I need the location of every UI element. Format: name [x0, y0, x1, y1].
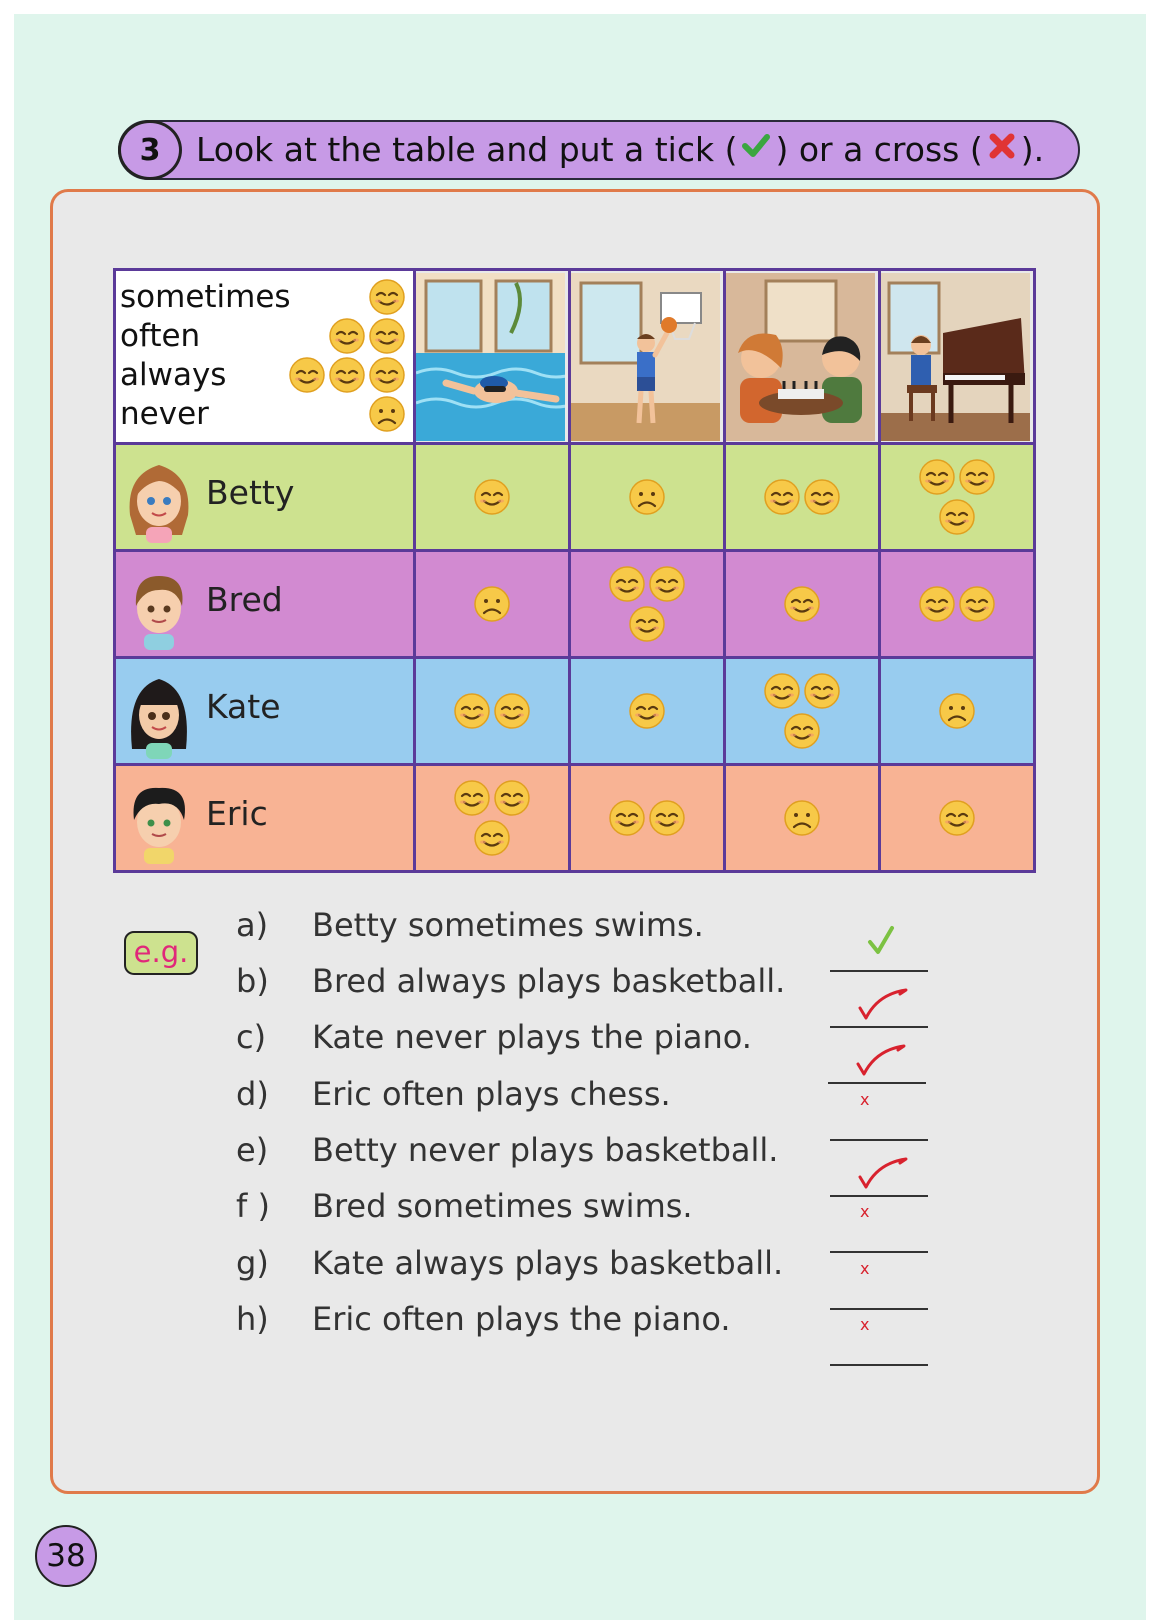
frequency-cell	[415, 765, 570, 872]
smiley-face-icon	[647, 564, 687, 604]
answer-blank-f[interactable]	[830, 1193, 928, 1253]
smiley-face-icon	[607, 564, 647, 604]
question-b: b) Bred always plays basketball.	[236, 962, 786, 1000]
person-name: Betty	[206, 473, 295, 512]
person-cell	[115, 444, 415, 551]
frequency-cell	[570, 765, 725, 872]
smiley-face-icon	[367, 316, 407, 356]
person-name: Kate	[206, 687, 281, 726]
question-a: a) Betty sometimes swims.	[236, 906, 704, 944]
cross-mark-text: x	[860, 1090, 870, 1109]
smiley-face-icon	[782, 711, 822, 751]
question-h: h) Eric often plays the piano.	[236, 1300, 731, 1338]
piano-picture	[880, 270, 1035, 444]
frequency-cell	[415, 551, 570, 658]
question-e: e) Betty never plays basketball.	[236, 1131, 779, 1169]
smiley-face-icon	[607, 798, 647, 838]
smiley-face-icon	[472, 477, 512, 517]
handwritten-cross-icon	[830, 1081, 928, 1139]
frequency-cell	[880, 444, 1035, 551]
answer-blank-g[interactable]	[830, 1250, 928, 1310]
frequency-faces	[602, 564, 692, 644]
frequency-faces	[447, 691, 537, 731]
basketball-picture	[570, 270, 725, 444]
smiley-face-icon	[937, 798, 977, 838]
handwritten-cross-icon	[830, 1250, 928, 1308]
smiley-face-icon	[802, 477, 842, 517]
smiley-face-icon	[917, 584, 957, 624]
cross-mark-text: x	[860, 1259, 870, 1278]
frequency-cell	[725, 551, 880, 658]
frequency-faces	[602, 691, 692, 731]
smiley-face-icon	[452, 691, 492, 731]
sad-face-icon	[937, 691, 977, 731]
frequency-faces	[757, 671, 847, 751]
sad-face-icon	[472, 584, 512, 624]
smiley-face-icon	[937, 497, 977, 537]
tick-icon	[741, 130, 771, 169]
frequency-cell	[415, 658, 570, 765]
smiley-face-icon	[327, 355, 367, 395]
smiley-face-icon	[762, 477, 802, 517]
table-row	[115, 444, 1035, 551]
frequency-faces	[912, 798, 1002, 838]
page-number: 38	[35, 1525, 97, 1587]
kate-avatar	[124, 669, 194, 761]
table-row	[115, 765, 1035, 872]
cross-mark-text: x	[860, 1315, 870, 1334]
frequency-cell	[415, 444, 570, 551]
person-name: Bred	[206, 580, 283, 619]
table-row	[115, 658, 1035, 765]
smiley-face-icon	[492, 778, 532, 818]
smiley-face-icon	[367, 355, 407, 395]
frequency-faces	[757, 584, 847, 624]
frequency-cell	[880, 658, 1035, 765]
swimming-picture	[415, 270, 570, 444]
answer-blank-e[interactable]	[830, 1137, 928, 1197]
example-tag: e.g.	[124, 931, 198, 975]
frequency-faces	[447, 477, 537, 517]
frequency-faces	[757, 477, 847, 517]
frequency-cell	[880, 551, 1035, 658]
frequency-faces	[447, 584, 537, 624]
cross-mark-text: x	[860, 1202, 870, 1221]
smiley-face-icon	[287, 355, 327, 395]
handwritten-tick-icon	[830, 968, 928, 1026]
smiley-face-icon	[627, 604, 667, 644]
smiley-face-icon	[367, 277, 407, 317]
handwritten-cross-icon	[830, 1306, 928, 1364]
smiley-face-icon	[957, 584, 997, 624]
betty-avatar	[124, 455, 194, 543]
frequency-cell	[725, 444, 880, 551]
frequency-faces	[912, 457, 1002, 537]
question-c: c) Kate never plays the piano.	[236, 1018, 752, 1056]
person-cell	[115, 551, 415, 658]
sad-face-icon	[627, 477, 667, 517]
answer-blank-a[interactable]	[830, 912, 928, 972]
smiley-face-icon	[647, 798, 687, 838]
frequency-cell	[725, 765, 880, 872]
eric-avatar	[124, 776, 194, 864]
person-cell	[115, 765, 415, 872]
frequency-cell	[570, 444, 725, 551]
answer-blank-b[interactable]	[830, 968, 928, 1028]
smiley-face-icon	[917, 457, 957, 497]
person-name: Eric	[206, 794, 268, 833]
smiley-face-icon	[762, 671, 802, 711]
table-row	[115, 551, 1035, 658]
smiley-face-icon	[802, 671, 842, 711]
frequency-faces	[912, 691, 1002, 731]
question-d: d) Eric often plays chess.	[236, 1075, 671, 1113]
sad-face-icon	[367, 394, 407, 434]
legend-row: sometimes	[120, 277, 407, 317]
frequency-legend	[115, 270, 415, 444]
handwritten-tick-icon	[828, 1024, 926, 1082]
exercise-number: 3	[118, 120, 182, 180]
smiley-face-icon	[452, 778, 492, 818]
person-cell	[115, 658, 415, 765]
exercise-instruction: Look at the table and put a tick ( ) or a cross ( ).	[196, 130, 1045, 169]
frequency-cell	[570, 658, 725, 765]
chess-picture	[725, 270, 880, 444]
handwritten-cross-icon	[830, 1193, 928, 1251]
frequency-faces	[602, 798, 692, 838]
smiley-face-icon	[782, 584, 822, 624]
frequency-cell	[570, 551, 725, 658]
question-f: f ) Bred sometimes swims.	[236, 1187, 693, 1225]
frequency-cell	[725, 658, 880, 765]
frequency-table	[113, 268, 1036, 873]
answer-blank-d[interactable]	[830, 1081, 928, 1141]
legend-row: never	[120, 394, 407, 434]
sad-face-icon	[782, 798, 822, 838]
smiley-face-icon	[627, 691, 667, 731]
frequency-faces	[447, 778, 537, 858]
exercise-banner	[118, 120, 1080, 180]
smiley-face-icon	[957, 457, 997, 497]
tick-mark-icon	[830, 912, 928, 970]
legend-row: always	[120, 355, 407, 395]
frequency-faces	[912, 584, 1002, 624]
legend-row: often	[120, 316, 407, 356]
frequency-faces	[602, 477, 692, 517]
handwritten-tick-icon	[830, 1137, 928, 1195]
frequency-cell	[880, 765, 1035, 872]
frequency-faces	[757, 798, 847, 838]
cross-icon	[987, 130, 1017, 169]
answer-blank-h[interactable]	[830, 1306, 928, 1366]
smiley-face-icon	[492, 691, 532, 731]
question-g: g) Kate always plays basketball.	[236, 1244, 784, 1282]
bred-avatar	[124, 562, 194, 650]
smiley-face-icon	[472, 818, 512, 858]
smiley-face-icon	[327, 316, 367, 356]
answer-blank-c[interactable]	[828, 1024, 926, 1084]
